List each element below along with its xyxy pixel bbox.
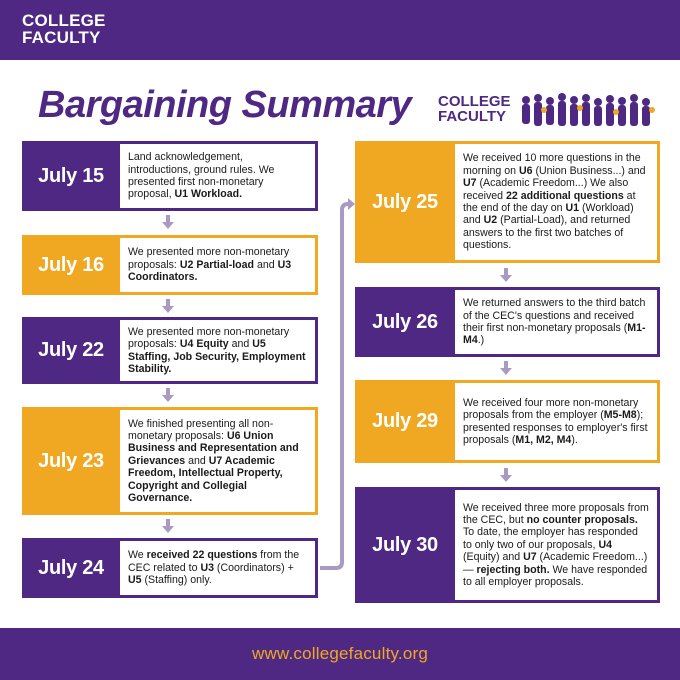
top-banner	[0, 0, 680, 60]
down-arrow-icon	[162, 519, 174, 533]
body-text: (Academic Freedom...) —	[463, 551, 648, 576]
entry-text	[120, 144, 315, 208]
emphasis-text: U5	[128, 574, 142, 587]
emphasis-text: M1-M4	[463, 322, 646, 347]
body-text: To date, the employer has responded to only two of our proposals,	[463, 526, 638, 551]
entry-date: July 30	[372, 533, 438, 556]
entry-date: July 25	[372, 190, 438, 213]
timeline-entry-july-16	[22, 235, 318, 295]
people-crowd-icon	[518, 90, 660, 130]
emphasis-text: U7	[523, 551, 537, 564]
body-text: We presented more non-monetary proposals:	[128, 246, 290, 271]
timeline-entry-july-25	[355, 141, 660, 263]
body-text: ).	[571, 433, 578, 446]
down-arrow-icon	[162, 388, 174, 402]
emphasis-text: M1, M2, M4	[515, 433, 572, 446]
page-title: Bargaining Summary	[38, 84, 412, 126]
down-arrow-icon	[500, 361, 512, 375]
emphasis-text: 22 additional questions	[506, 189, 624, 202]
body-text: and	[254, 258, 278, 271]
body-text: Land acknowledgement, introductions, ground rules. We presented first non-monetary proposal,	[128, 151, 275, 201]
timeline-entry-july-15	[22, 141, 318, 211]
entry-date: July 26	[372, 310, 438, 333]
emphasis-text: U5 Staffing, Job Security, Employment Stability.	[128, 338, 306, 375]
entry-date: July 23	[38, 449, 104, 472]
body-text: We returned answers to the third batch of the CEC's questions and received their first non-monetary proposals (	[463, 297, 646, 334]
emphasis-text: U2 Partial-load	[179, 258, 255, 271]
timeline-entry-july-30	[355, 487, 660, 603]
body-text: (Union Business...) and	[532, 164, 646, 177]
body-text: at the end of the day on	[463, 189, 636, 214]
emphasis-text: U6	[518, 164, 533, 177]
body-text: We	[128, 549, 147, 562]
down-arrow-icon	[500, 468, 512, 482]
entry-date: July 29	[372, 410, 438, 432]
brand-line-1: COLLEGE	[22, 11, 106, 30]
footer-bar	[0, 628, 680, 680]
body-text: We received 10 more questions in the morning on	[463, 152, 641, 177]
column-connector-arrow-icon	[318, 196, 356, 576]
entry-text	[120, 320, 315, 381]
emphasis-text: no counter proposals.	[526, 513, 638, 526]
body-text: (Equity) and	[463, 551, 524, 564]
website-link[interactable]: www.collegefaculty.org	[251, 644, 429, 663]
emphasis-text: U3	[200, 561, 214, 574]
timeline-entry-july-29	[355, 380, 660, 463]
body-text: ); presented responses to employer's first proposals (	[463, 409, 648, 446]
entry-date: July 22	[38, 339, 104, 361]
brand-line-2: FACULTY	[22, 28, 101, 47]
body-text: We finished presenting all non-monetary proposals:	[128, 417, 274, 442]
entry-text	[455, 490, 657, 600]
emphasis-text: U3 Coordinators.	[128, 258, 292, 284]
entry-date: July 16	[38, 253, 104, 276]
down-arrow-icon	[162, 215, 174, 229]
body-text: We have responded to all employer proposals.	[463, 563, 648, 589]
emphasis-text: U7 Academic Freedom, Intellectual Property, Copyright and Collegial Governance.	[128, 454, 283, 505]
entry-text	[455, 383, 657, 460]
body-text: (Coordinators) +	[213, 561, 294, 574]
logo-line-1: COLLEGE	[438, 93, 511, 110]
body-text: (Workload) and	[463, 202, 634, 227]
entry-text	[120, 541, 315, 595]
entry-text	[120, 238, 315, 292]
emphasis-text: rejecting both.	[476, 563, 550, 576]
emphasis-text: U6 Union Business and Representation and Grievances	[128, 429, 299, 467]
emphasis-text: M5-M8	[603, 409, 637, 422]
emphasis-text: U1	[565, 202, 580, 214]
emphasis-text: received 22 questions	[146, 549, 258, 562]
emphasis-text: U7	[463, 177, 477, 190]
body-text: (Academic Freedom...) We also received	[463, 177, 629, 202]
logo-wordmark	[438, 94, 511, 124]
body-text: and	[228, 338, 253, 351]
body-text: .)	[477, 334, 485, 347]
timeline-entry-july-23	[22, 407, 318, 515]
entry-date: July 24	[38, 556, 104, 579]
emphasis-text: U2	[483, 214, 498, 227]
emphasis-text: U1 Workload.	[174, 188, 243, 201]
down-arrow-icon	[500, 268, 512, 282]
entry-date: July 15	[38, 164, 104, 187]
body-text: (Staffing) only.	[141, 574, 212, 587]
brand-logo	[22, 12, 106, 46]
timeline-entry-july-24	[22, 538, 318, 598]
college-faculty-logo	[438, 90, 660, 130]
body-text: and	[185, 454, 209, 467]
body-text: We received four more non-monetary proposals from the employer (	[463, 396, 639, 422]
body-text: We received three more proposals from the CEC, but	[463, 501, 649, 526]
logo-line-2: FACULTY	[438, 108, 507, 125]
body-text: (Partial-Load), and returned answers to the first two batches of questions.	[463, 214, 631, 252]
body-text: from the CEC related to	[128, 549, 300, 574]
entry-text	[455, 290, 657, 354]
entry-text	[120, 410, 315, 512]
emphasis-text: U4	[598, 538, 612, 551]
down-arrow-icon	[162, 299, 174, 313]
timeline-entry-july-26	[355, 287, 660, 357]
body-text: We presented more non-monetary proposals:	[128, 325, 290, 351]
emphasis-text: U4 Equity	[179, 338, 229, 351]
timeline-entry-july-22	[22, 317, 318, 384]
entry-text	[455, 144, 657, 260]
